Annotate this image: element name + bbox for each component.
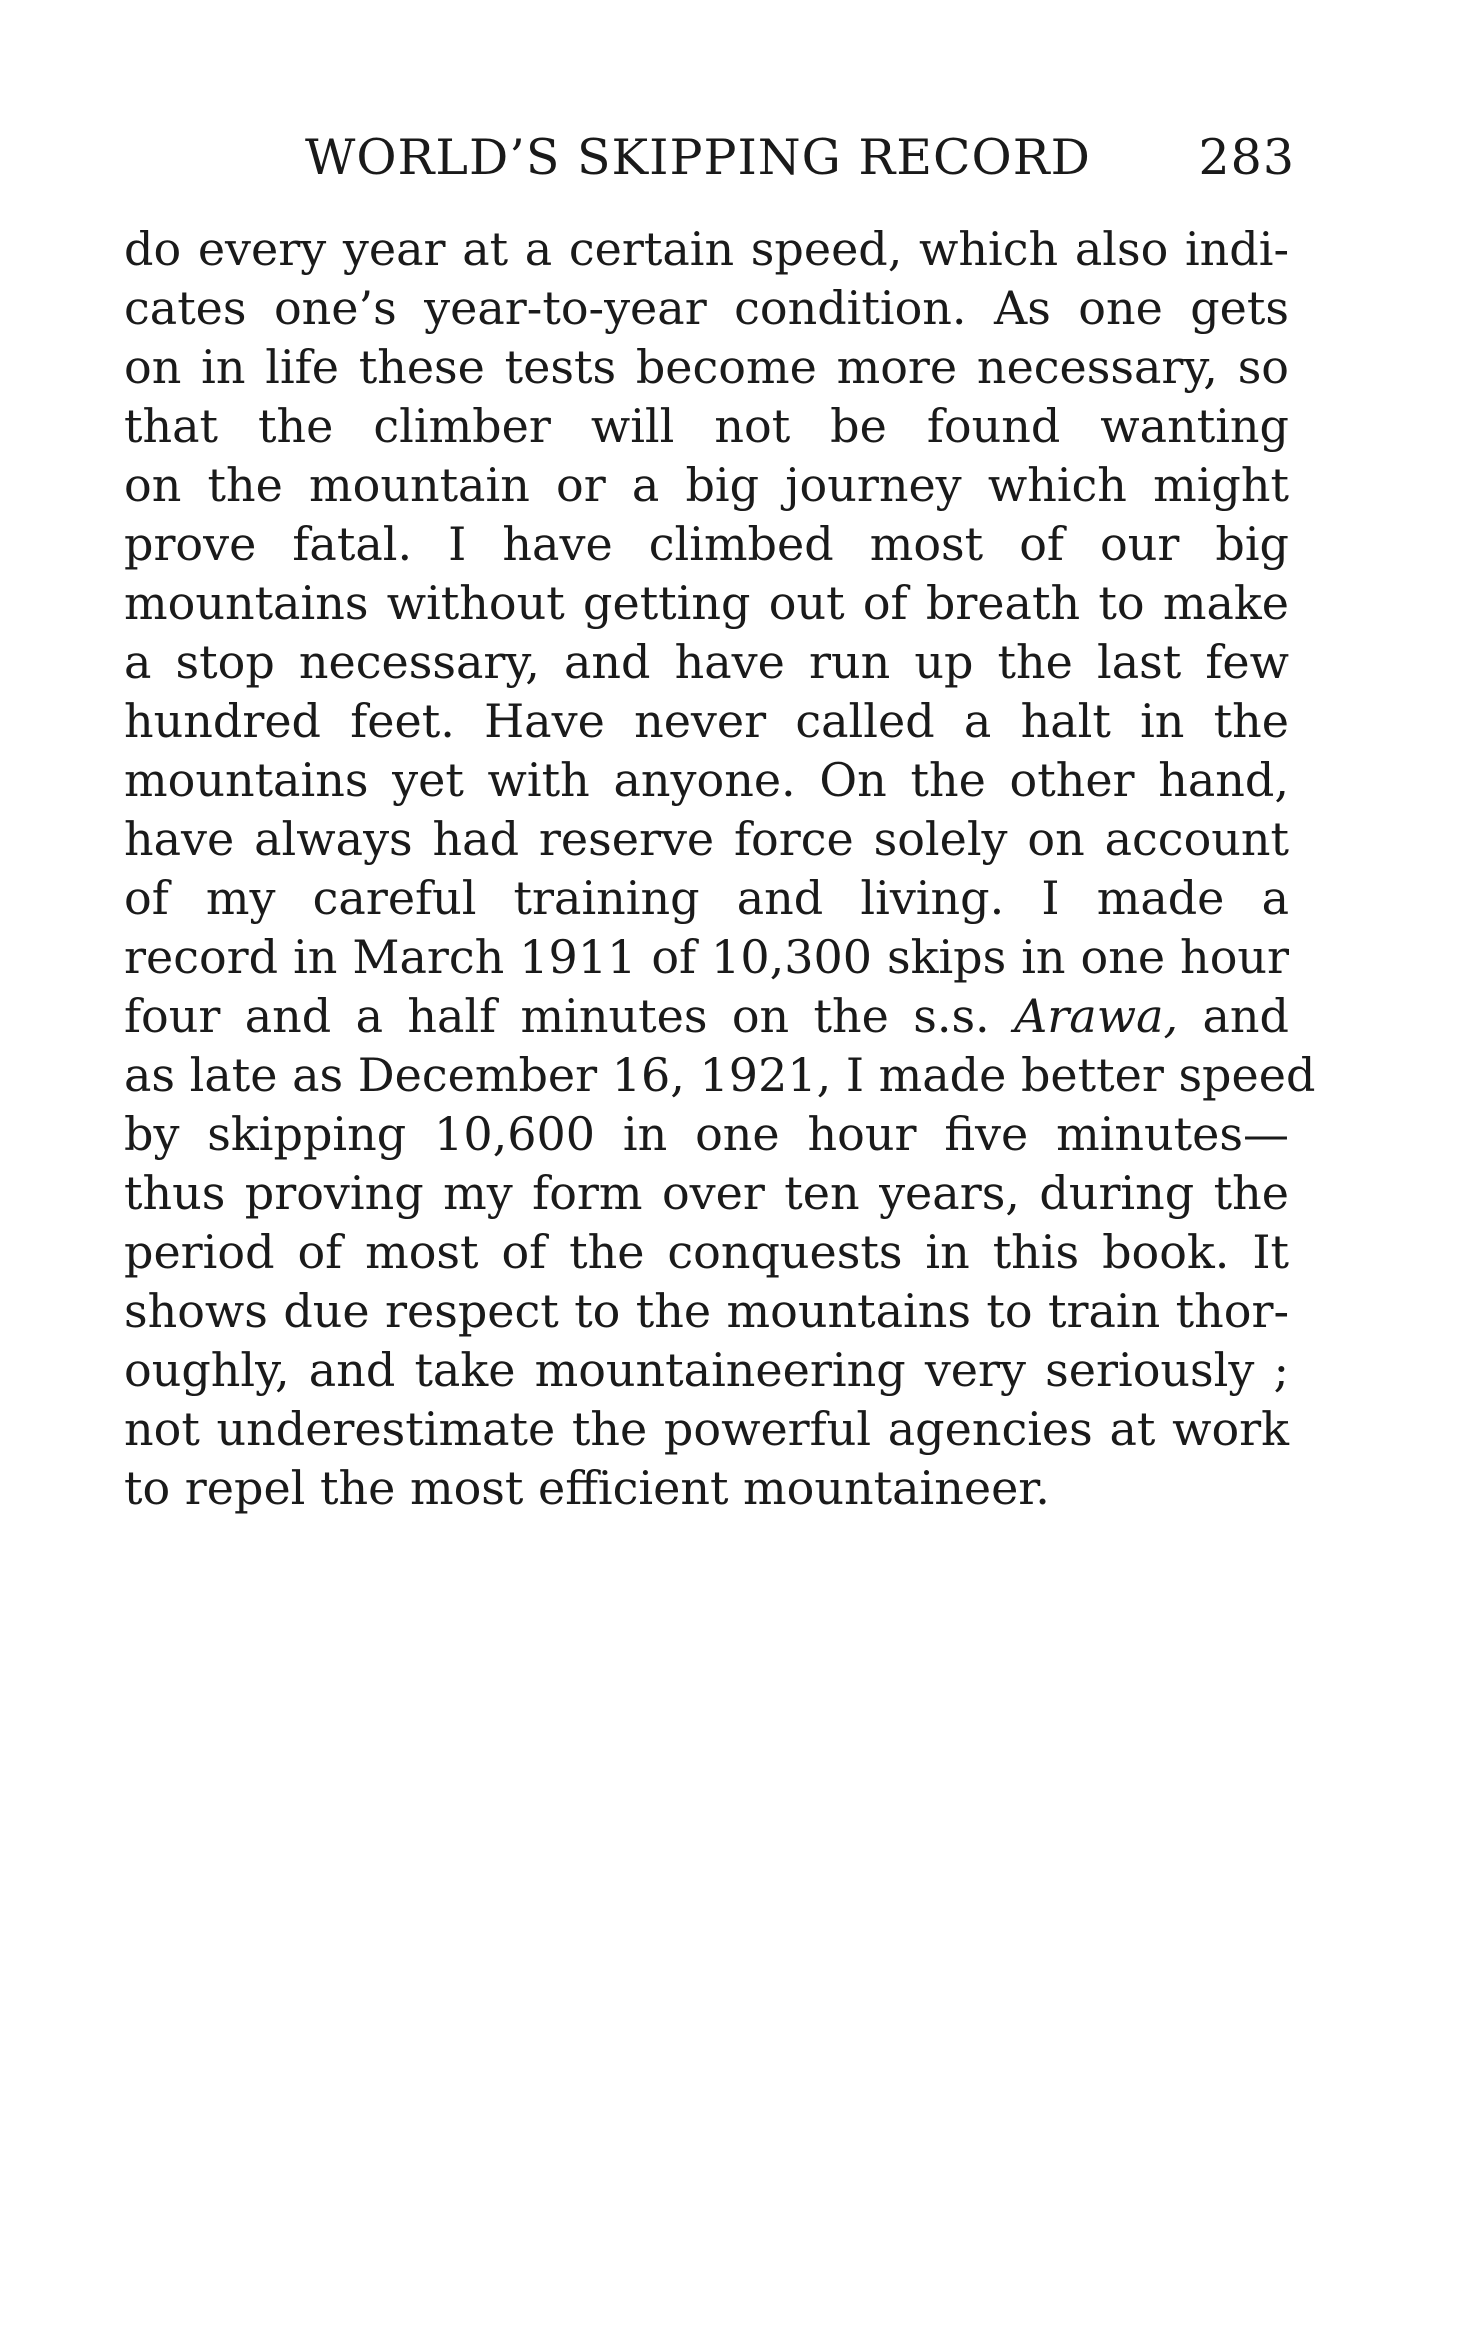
text-line: period of most of the conquests in this book. It	[124, 1225, 1289, 1279]
text-line: on in life these tests become more necessary, so	[124, 340, 1289, 394]
text-line: mountains without getting out of breath to make	[124, 576, 1289, 630]
text-line: mountains yet with anyone. On the other hand,	[124, 753, 1289, 807]
text-line: as late as December 16, 1921, I made better speed	[124, 1048, 1316, 1102]
running-title: WORLD’S SKIPPING RECORD	[305, 129, 1091, 186]
body-paragraph	[124, 220, 1316, 1518]
text-fragment: four and a half minutes on the s.s.	[124, 989, 1015, 1043]
text-line: hundred feet. Have never called a halt in the	[124, 694, 1289, 748]
text-line: have always had reserve force solely on account	[124, 812, 1289, 866]
text-line-with-ship-name	[124, 987, 1289, 1046]
ship-name: Arawa,	[1014, 989, 1179, 1043]
text-line: cates one’s year-to-year condition. As one gets	[124, 281, 1289, 335]
text-line: that the climber will not be found wanting	[124, 399, 1289, 453]
text-fragment: and	[1178, 989, 1289, 1043]
text-line: record in March 1911 of 10,300 skips in one hour	[124, 930, 1289, 984]
text-line: prove fatal. I have climbed most of our big	[124, 517, 1289, 571]
text-line: do every year at a certain speed, which also indi-	[124, 222, 1289, 276]
text-line: shows due respect to the mountains to train thor-	[124, 1284, 1289, 1338]
text-line: on the mountain or a big journey which might	[124, 458, 1289, 512]
text-line: not underestimate the powerful agencies at work	[124, 1402, 1289, 1456]
text-line: by skipping 10,600 in one hour five minutes—	[124, 1107, 1289, 1161]
page-number: 283	[1198, 129, 1295, 186]
text-line: a stop necessary, and have run up the last few	[124, 635, 1289, 689]
text-line: to repel the most efficient mountaineer.	[124, 1461, 1050, 1515]
text-line: oughly, and take mountaineering very seriously ;	[124, 1343, 1289, 1397]
text-line: thus proving my form over ten years, during the	[124, 1166, 1289, 1220]
text-line: of my careful training and living. I made a	[124, 871, 1289, 925]
running-head	[305, 128, 1295, 188]
